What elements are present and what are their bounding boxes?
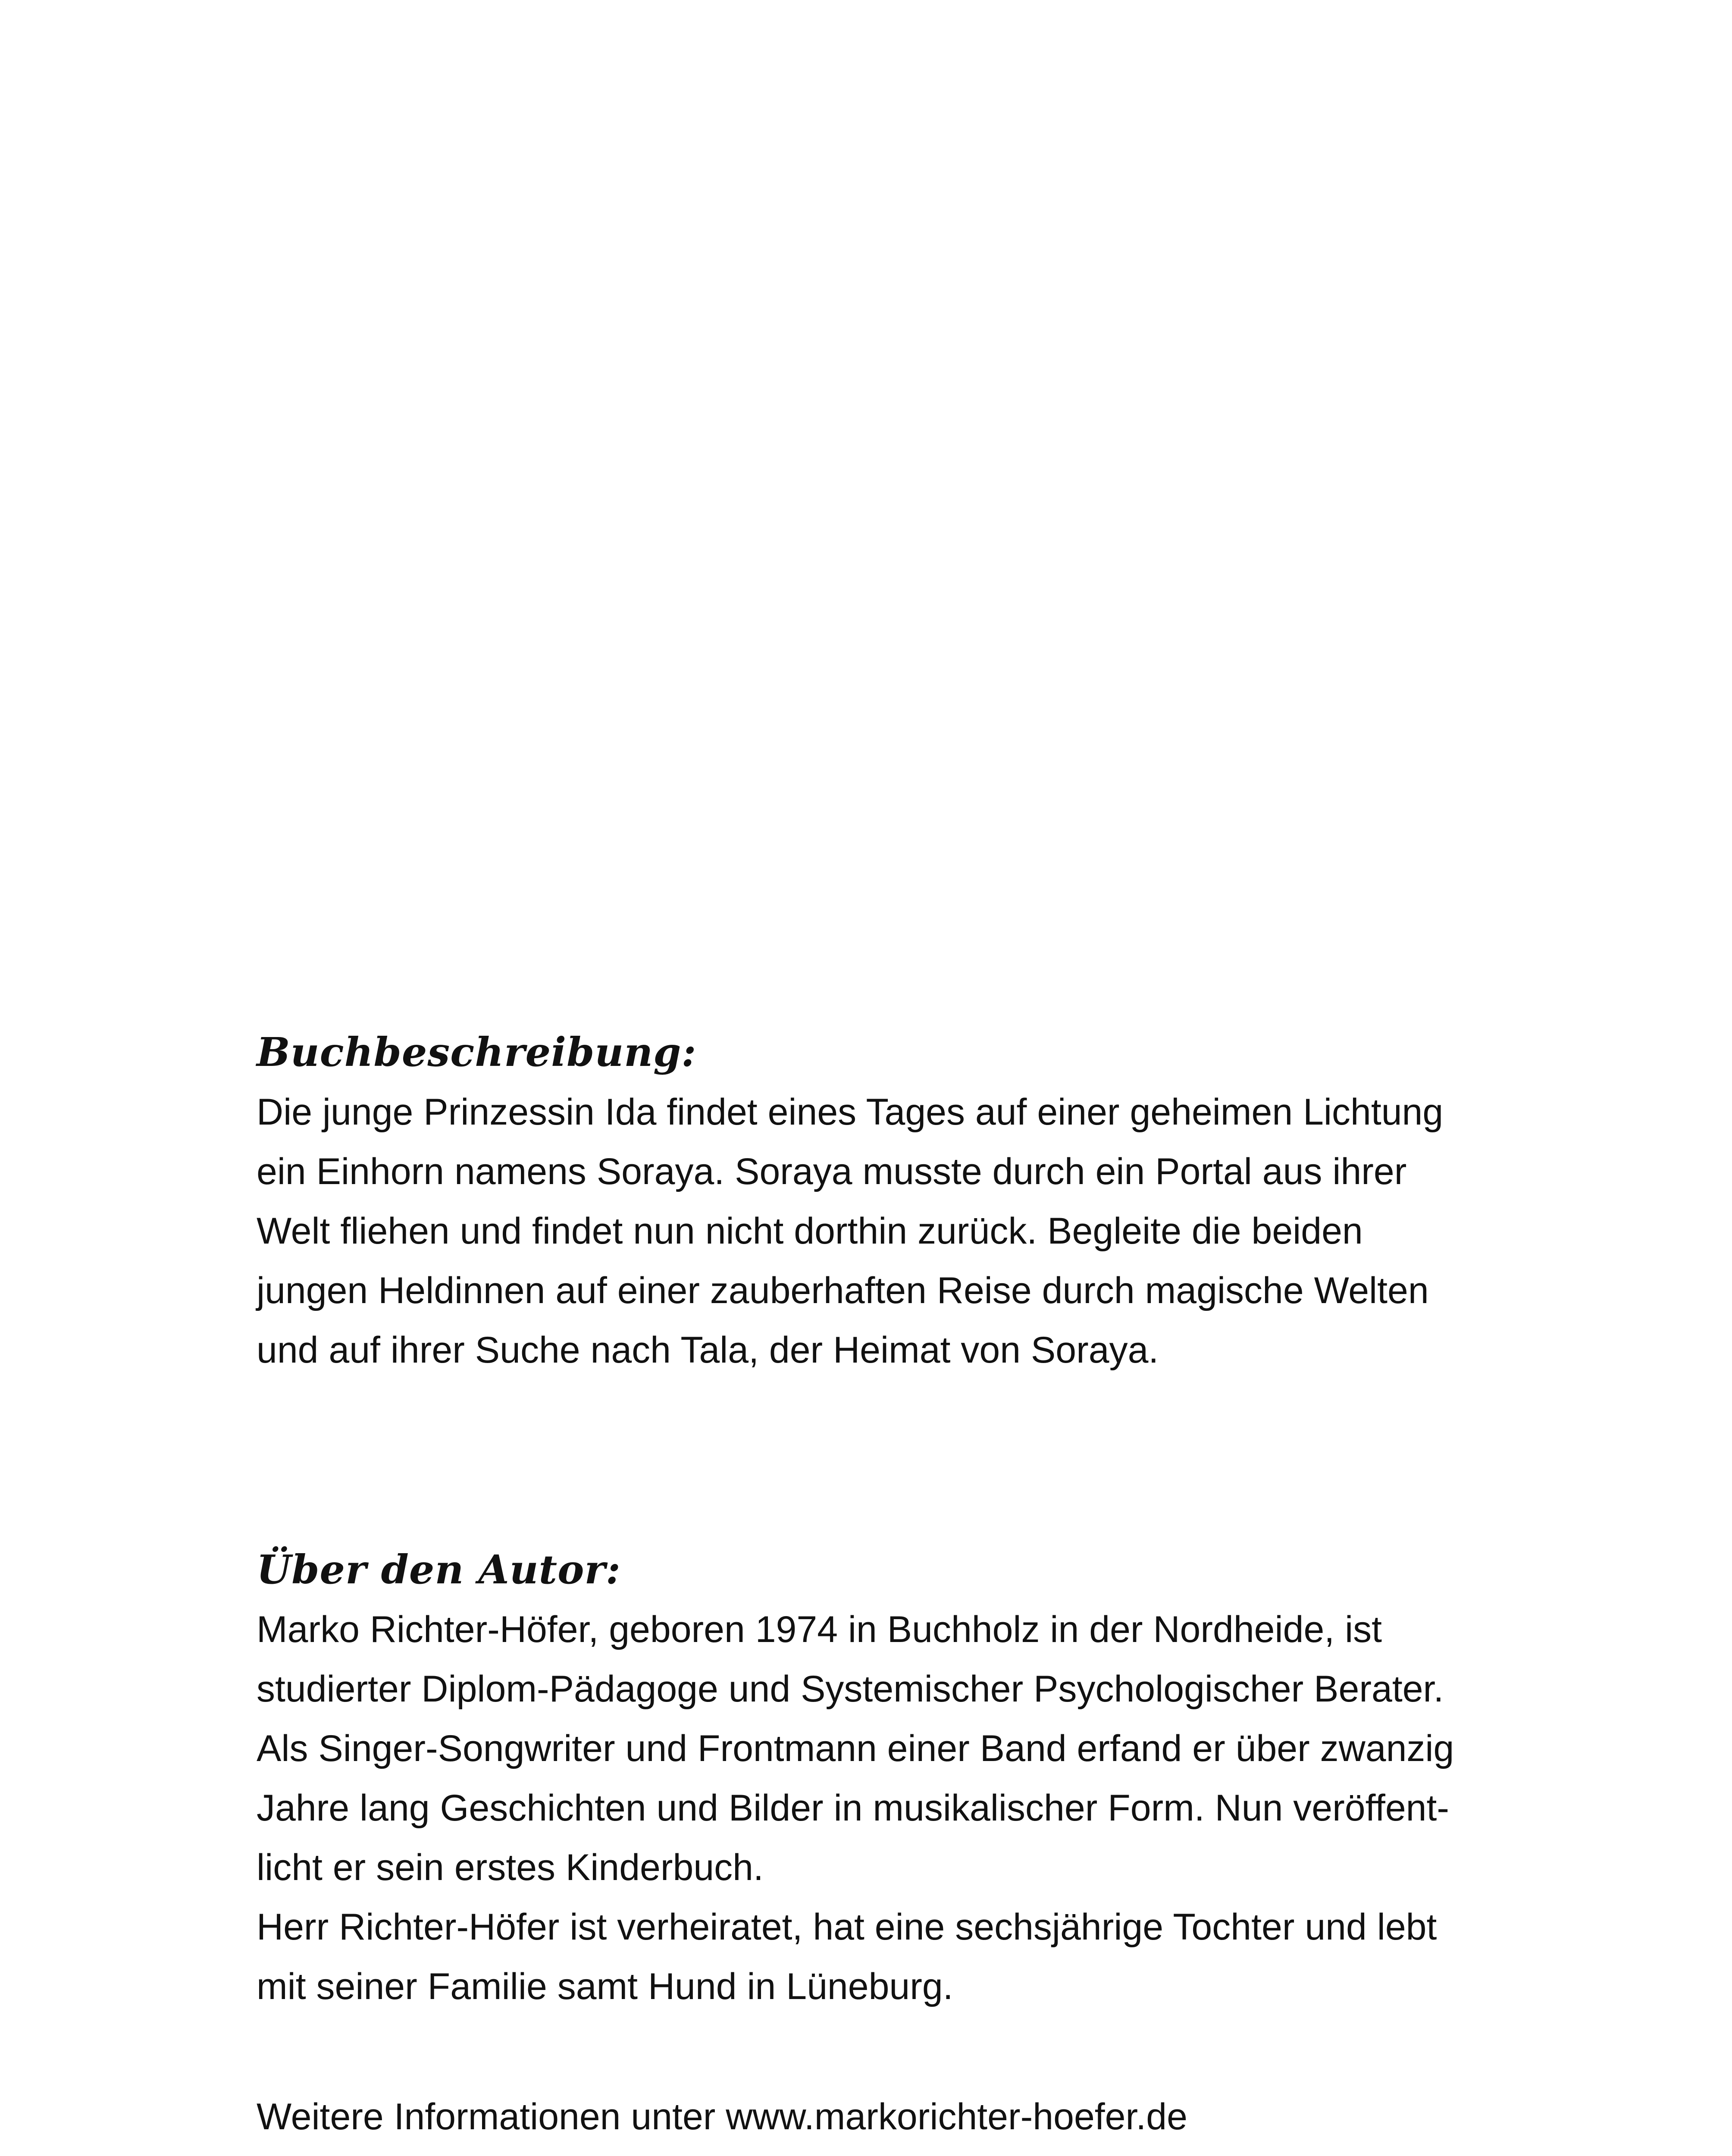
more-info-text: Weitere Informationen unter www.markorichter-hoefer.de bbox=[257, 2096, 1187, 2137]
about-author-line: Jahre lang Geschichten und Bilder in musikalischer Form. Nun veröffent- bbox=[257, 1787, 1450, 1829]
about-author-line: Als Singer-Songwriter und Frontmann einer Band erfand er über zwanzig bbox=[257, 1728, 1454, 1769]
about-author-line: Marko Richter-Höfer, geboren 1974 in Buchholz in der Nordheide, ist bbox=[257, 1609, 1382, 1650]
about-author-line: mit seiner Familie samt Hund in Lüneburg. bbox=[257, 1966, 953, 2007]
about-author-line: studierter Diplom-Pädagoge und Systemischer Psychologischer Berater. bbox=[257, 1668, 1444, 1710]
book-description-line: jungen Heldinnen auf einer zauberhaften Reise durch magische Welten bbox=[257, 1270, 1429, 1311]
book-description-line: Welt fliehen und findet nun nicht dorthin zurück. Begleite die beiden bbox=[257, 1210, 1363, 1252]
about-author-line: Herr Richter-Höfer ist verheiratet, hat eine sechsjährige Tochter und lebt bbox=[257, 1906, 1437, 1948]
book-description-line: Die junge Prinzessin Ida findet eines Tages auf einer geheimen Lichtung bbox=[257, 1091, 1444, 1133]
book-description-line: und auf ihrer Suche nach Tala, der Heimat von Soraya. bbox=[257, 1329, 1159, 1371]
more-info-section bbox=[257, 2087, 1550, 2147]
about-author-line: licht er sein erstes Kinderbuch. bbox=[257, 1847, 764, 1888]
book-description-line: ein Einhorn namens Soraya. Soraya musste durch ein Portal aus ihrer bbox=[257, 1151, 1407, 1192]
about-author-section bbox=[257, 1539, 1550, 2016]
about-author-heading: Über den Autor: bbox=[257, 1546, 621, 1593]
book-description-section bbox=[257, 1022, 1550, 1380]
book-description-heading: Buchbeschreibung: bbox=[257, 1029, 697, 1075]
